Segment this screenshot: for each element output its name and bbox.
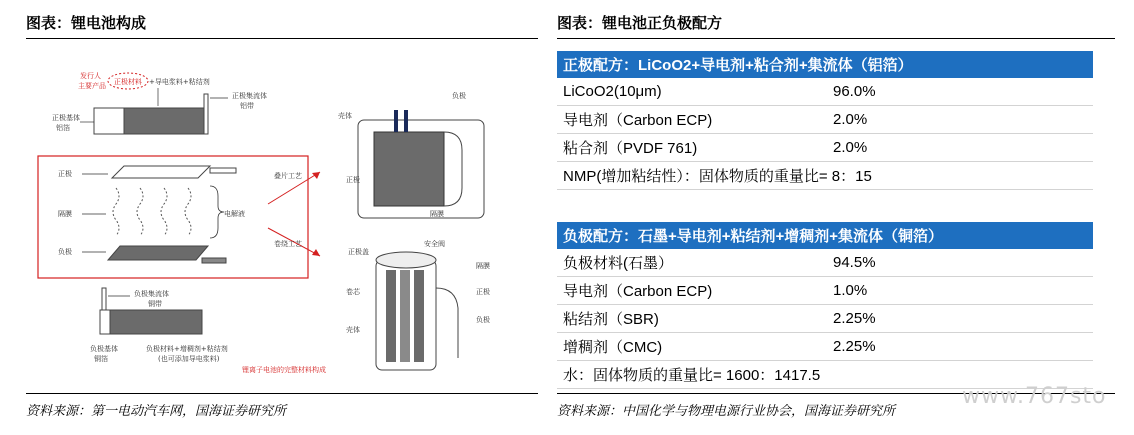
anode-item-name: 导电剂（Carbon ECP) <box>557 277 827 305</box>
sep-right-label: 隔膜 <box>476 262 490 270</box>
anode-header: 负极配方：石墨+导电剂+粘结剂+增稠剂+集流体（铜箔） <box>557 222 1093 249</box>
anode-base-foil <box>100 310 110 334</box>
electrolyte-brace <box>210 186 224 238</box>
table-row <box>557 333 1093 361</box>
table-row <box>557 305 1093 333</box>
anode-formula-table <box>557 222 1093 389</box>
cathode-formula-table <box>557 51 1093 190</box>
right-title-rule <box>557 38 1115 39</box>
anode-coating <box>110 310 202 334</box>
right-title: 图表：锂电池正负极配方 <box>557 14 723 32</box>
right-source: 资料来源：中国化学与物理电源行业协会，国海证券研究所 <box>557 404 896 419</box>
anode-collector-line1: 负极集流体 <box>134 290 169 298</box>
cylinder-cell-cap <box>376 252 436 268</box>
negative-sheet-tab <box>202 258 226 263</box>
stacking-label: 叠片工艺 <box>274 172 302 180</box>
watermark: www.767sto <box>962 384 1107 409</box>
electrolyte-label: 电解液 <box>224 210 245 218</box>
pos-right-label: 正极 <box>476 288 490 296</box>
safety-valve-label: 安全阀 <box>424 240 445 248</box>
prismatic-tab-right <box>404 110 408 132</box>
anode-item-value: 2.25% <box>827 305 1093 333</box>
positive-sheet <box>112 166 210 178</box>
separator-label: 隔膜 <box>58 210 72 218</box>
diagram-caption: 锂离子电池的完整材料构成 <box>242 366 326 374</box>
winding-label: 卷绕工艺 <box>274 240 302 248</box>
cathode-collector-line1: 正极集流体 <box>232 92 267 100</box>
cathode-collector-line2: 铝带 <box>240 102 254 110</box>
table-row <box>557 162 1093 190</box>
shell2-label: 壳体 <box>346 326 360 334</box>
battery-structure-diagram <box>28 48 542 388</box>
anode-item-name: 增稠剂（CMC) <box>557 333 827 361</box>
sep-bottom-label: 隔膜 <box>430 210 444 218</box>
cathode-header-row <box>557 51 1093 78</box>
positive-label: 正极 <box>58 170 72 178</box>
prismatic-cell-core <box>374 132 444 206</box>
cathode-coating <box>124 108 204 134</box>
table-row <box>557 106 1093 134</box>
cathode-item-name: 粘合剂（PVDF 761) <box>557 134 827 162</box>
anode-mix-line2: (也可添加导电浆料) <box>158 355 220 363</box>
left-source-rule <box>26 393 538 394</box>
cylinder-core-3 <box>414 270 424 362</box>
anode-item-value: 94.5% <box>827 249 1093 277</box>
cathode-header: 正极配方：LiCoO2+导电剂+粘合剂+集流体（铝箔） <box>557 51 1093 78</box>
issuer-note-line2: 主要产品 <box>78 82 106 90</box>
cathode-item-name: LiCoO2(10μm) <box>557 78 827 106</box>
cathode-note: NMP(增加粘结性）：固体物质的重量比= 8：15 <box>557 162 1093 190</box>
core-label: 卷芯 <box>346 288 360 296</box>
cathode-material-label: 正极材料 <box>114 78 142 86</box>
shell-label: 壳体 <box>338 112 352 120</box>
table-row <box>557 134 1093 162</box>
anode-mix-line1: 负极材料+增稠剂+粘结剂 <box>146 345 228 353</box>
anode-collector-line2: 铜带 <box>148 300 162 308</box>
issuer-note-line1: 发行人 <box>80 72 101 80</box>
cathode-base-line2: 铝箔 <box>56 124 70 132</box>
cathode-base-line1: 正极基体 <box>52 114 80 122</box>
pos-cap-label: 正极盖 <box>348 248 369 256</box>
anode-note: 水：固体物质的重量比= 1600：1417.5 <box>557 361 1093 389</box>
positive-sheet-tab <box>210 168 236 173</box>
anode-item-name: 负极材料(石墨） <box>557 249 827 277</box>
cathode-mix-label: +导电浆料+粘结剂 <box>149 78 210 86</box>
cathode-tab <box>204 94 208 134</box>
neg-right-label: 负极 <box>476 316 490 324</box>
table-row <box>557 249 1093 277</box>
negative-label: 负极 <box>58 248 72 256</box>
stacking-arrowhead <box>312 172 320 179</box>
anode-base-line2: 铜箔 <box>94 355 108 363</box>
left-title-rule <box>26 38 538 39</box>
negative-sheet <box>108 246 208 260</box>
cathode-item-name: 导电剂（Carbon ECP) <box>557 106 827 134</box>
electrolyte-waves <box>113 188 191 236</box>
anode-base-line1: 负极基体 <box>90 345 118 353</box>
anode-header-row <box>557 222 1093 249</box>
left-source: 资料来源：第一电动汽车网，国海证券研究所 <box>26 404 287 419</box>
cathode-item-value: 96.0% <box>827 78 1093 106</box>
cathode-base-foil <box>94 108 124 134</box>
cylinder-unrolled-sheet <box>436 288 458 358</box>
cathode-item-value: 2.0% <box>827 106 1093 134</box>
cathode-item-value: 2.0% <box>827 134 1093 162</box>
anode-item-name: 粘结剂（SBR) <box>557 305 827 333</box>
cylinder-core-2 <box>400 270 410 362</box>
neg-top-label: 负极 <box>452 92 466 100</box>
prismatic-tab-left <box>394 110 398 132</box>
table-row <box>557 277 1093 305</box>
anode-item-value: 2.25% <box>827 333 1093 361</box>
cylinder-core-1 <box>386 270 396 362</box>
anode-item-value: 1.0% <box>827 277 1093 305</box>
left-title: 图表：锂电池构成 <box>26 14 147 32</box>
pos-side-label: 正极 <box>346 176 360 184</box>
table-row <box>557 78 1093 106</box>
